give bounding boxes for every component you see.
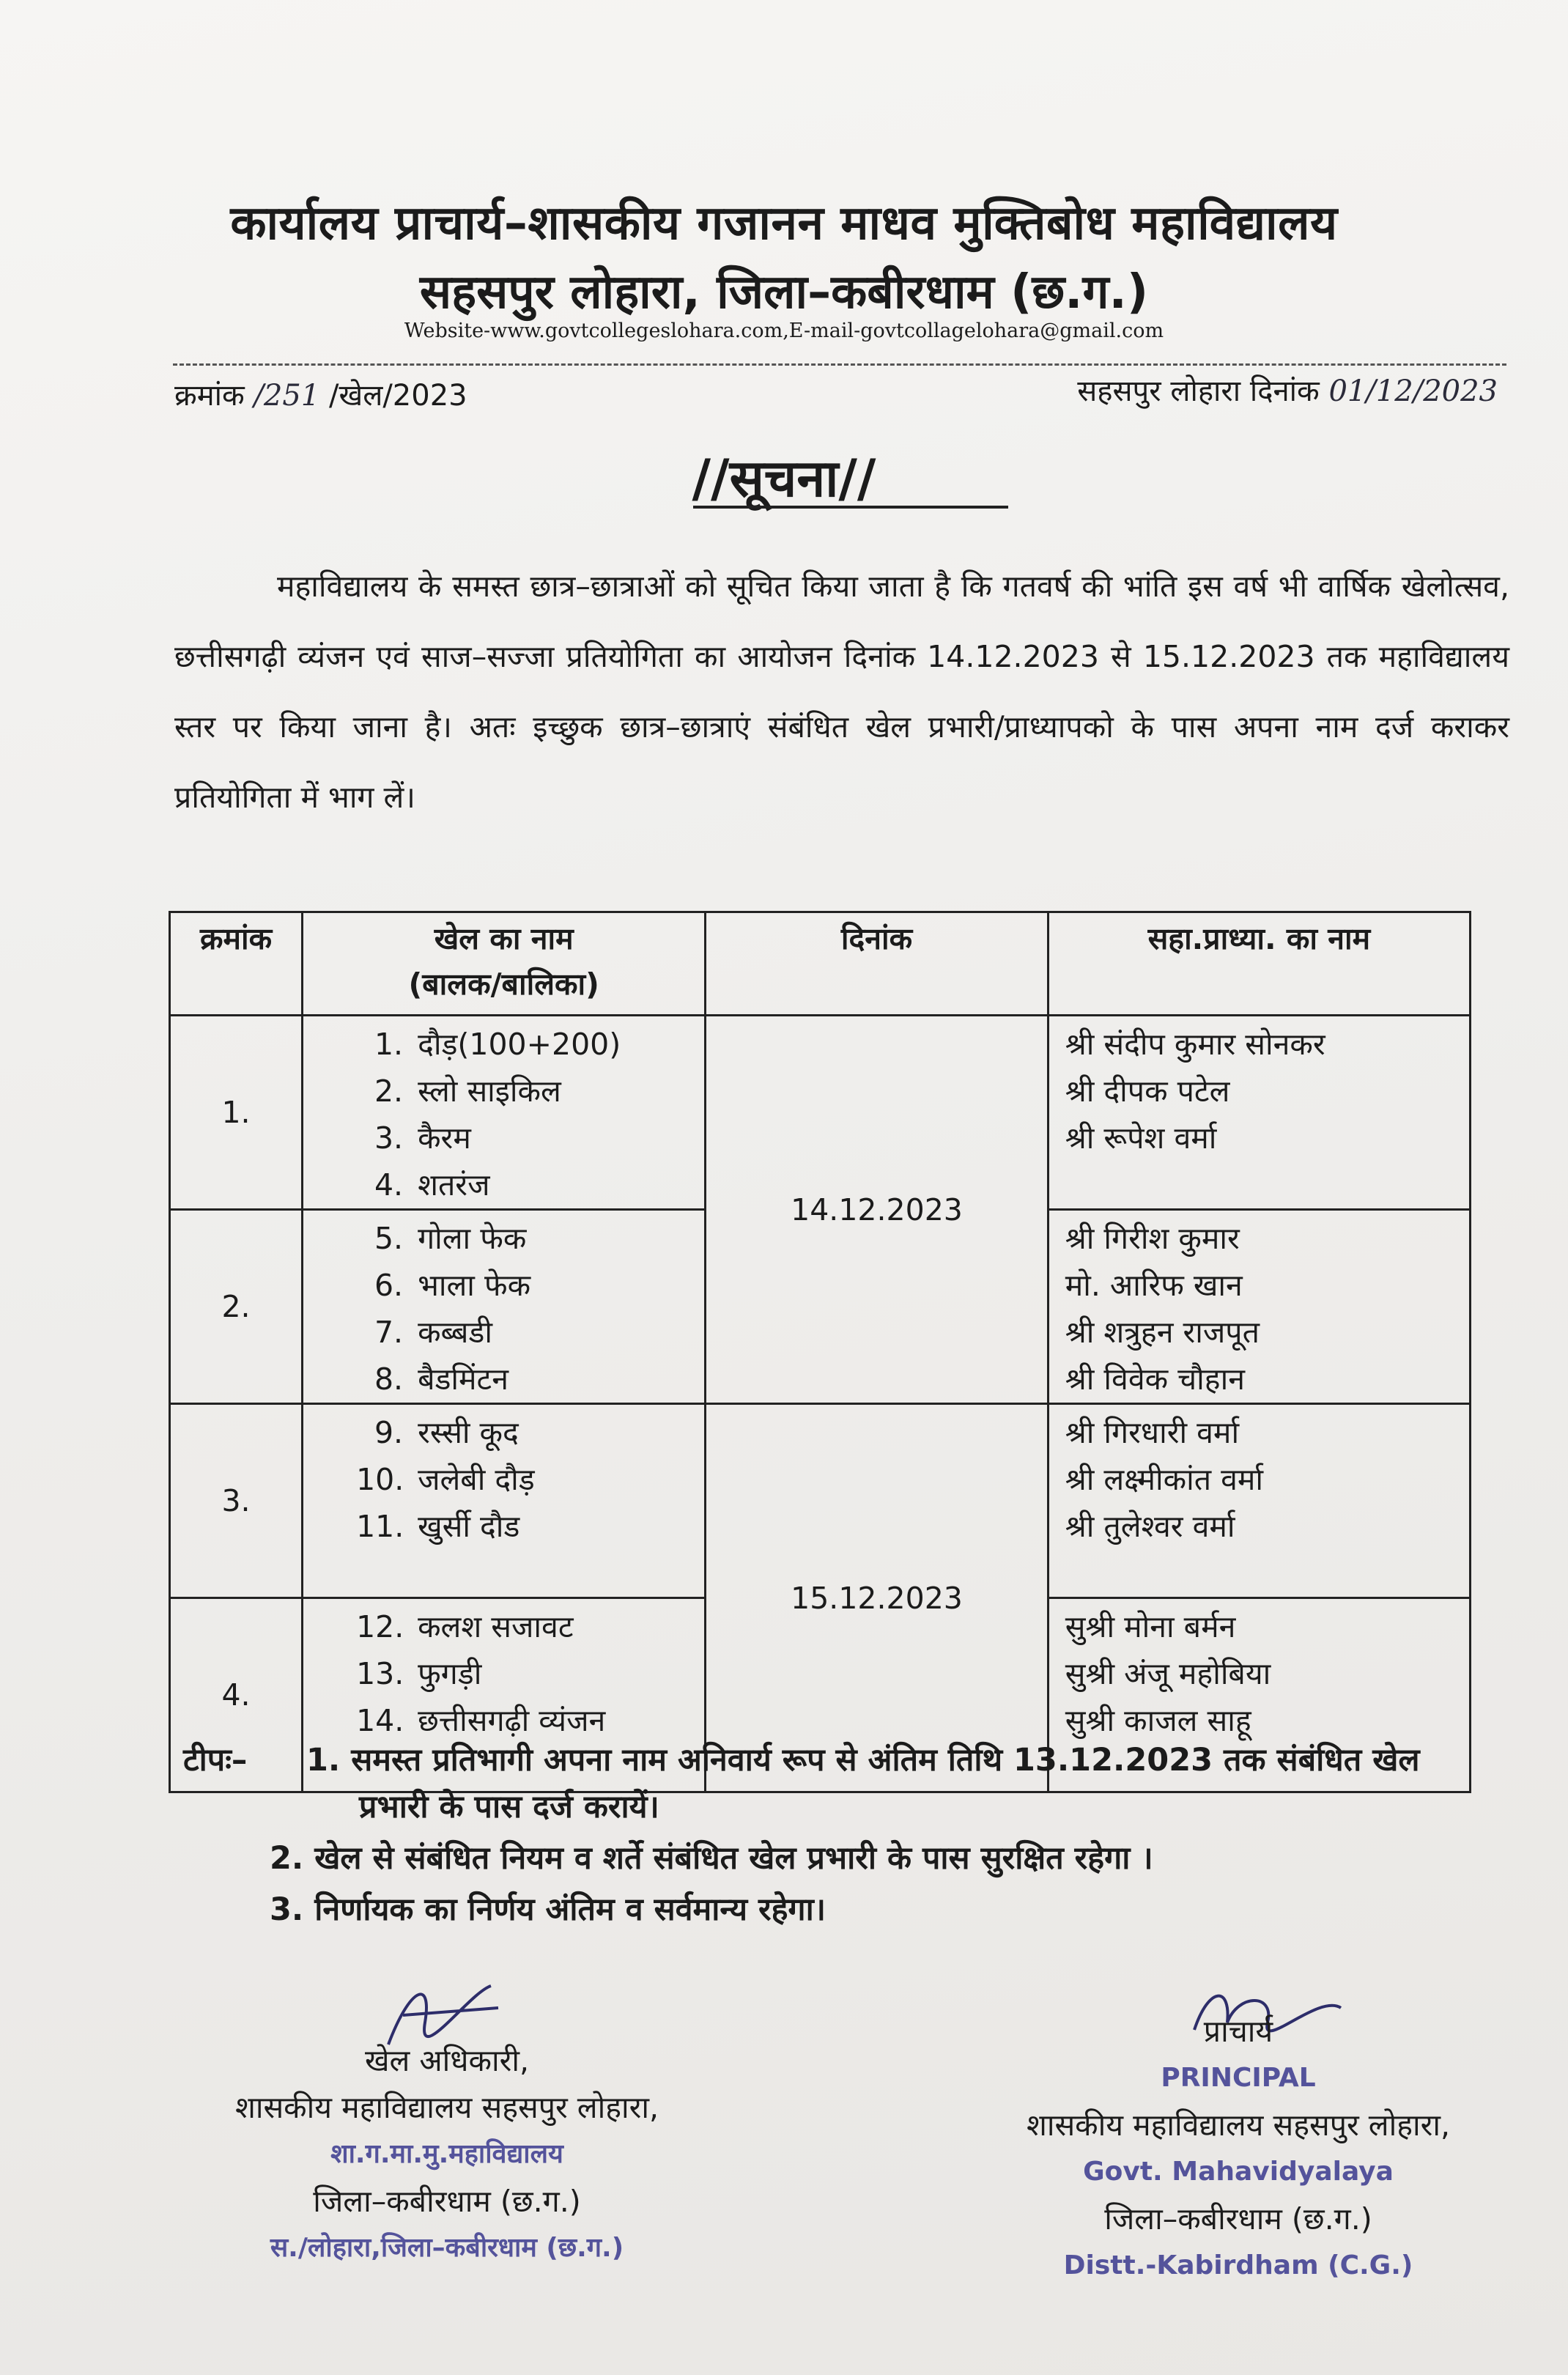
list-item: मो. आरिफ खान [1065, 1268, 1243, 1303]
list-item: 12. कलश सजावट [356, 1609, 574, 1644]
list-item: श्री तुलेश्वर वर्मा [1065, 1509, 1235, 1544]
list-item: सुश्री अंजू महोबिया [1065, 1656, 1271, 1691]
place-label: सहसपुर लोहारा दिनांक [1077, 374, 1320, 408]
sports-officer-signature [117, 2037, 777, 2272]
list-item: 14. छत्तीसगढ़ी व्यंजन [356, 1703, 606, 1738]
principal-title: प्राचार्य [1203, 2014, 1273, 2049]
note-item: प्रभारी के पास दर्ज करायें। [359, 1789, 659, 1825]
list-item: 11. खुर्सी दौड [356, 1509, 520, 1544]
list-item: 13. फुगड़ी [356, 1656, 482, 1691]
sports-officer-title: खेल अधिकारी, [364, 2043, 530, 2078]
header-game: खेल का नाम (बालक/बालिका) [303, 912, 706, 1016]
schedule-table [169, 911, 1471, 1793]
notes-section [183, 1737, 1524, 1933]
list-item: 8. बैडमिंटन [374, 1362, 509, 1397]
list-item: 3. कैरम [374, 1120, 471, 1156]
principal-line2: शासकीय महाविद्यालय सहसपुर लोहारा, [1026, 2108, 1451, 2143]
list-item: श्री दीपक पटेल [1065, 1074, 1230, 1109]
list-item: श्री संदीप कुमार सोनकर [1065, 1027, 1325, 1062]
list-item: 2. स्लो साइकिल [374, 1074, 561, 1109]
professors-cell [1048, 1404, 1470, 1598]
serial-cell: 2. [170, 1210, 303, 1404]
reference-prefix: क्रमांक [174, 379, 245, 413]
games-cell [303, 1016, 706, 1210]
reference-handwritten-number: /251 [254, 379, 320, 413]
list-item: श्री शत्रुहन राजपूत [1065, 1315, 1260, 1350]
note-item: टीपः– 1. समस्त प्रतिभागी अपना नाम अनिवार्य रूप से अंतिम तिथि 13.12.2023 तक संबंधित खेल [183, 1737, 1524, 1784]
principal-stamp-line3: Distt.-Kabirdham (C.G.) [1063, 2250, 1413, 2280]
sports-officer-stamp-line2: स./लोहारा,जिला–कबीरधाम (छ.ग.) [270, 2233, 624, 2263]
list-item: सुश्री काजल साहू [1065, 1703, 1251, 1738]
professors-cell [1048, 1210, 1470, 1404]
note-item: 3. निर्णायक का निर्णय अंतिम व सर्वमान्य रहेगा। [270, 1891, 826, 1928]
list-item: श्री लक्ष्मीकांत वर्मा [1065, 1462, 1264, 1497]
office-address: सहसपुर लोहारा, जिला–कबीरधाम (छ.ग.) [419, 265, 1149, 320]
table-row [170, 1404, 1471, 1598]
serial-cell: 4. [170, 1598, 303, 1792]
list-item: श्री रूपेश वर्मा [1065, 1120, 1217, 1156]
principal-stamp-line1: PRINCIPAL [1161, 2063, 1316, 2093]
principal-line3: जिला–कबीरधाम (छ.ग.) [1104, 2201, 1372, 2237]
list-item: 4. शतरंज [374, 1167, 490, 1203]
list-item: 5. गोला फेक [374, 1221, 527, 1256]
list-item: सुश्री मोना बर्मन [1065, 1609, 1236, 1644]
games-cell [303, 1404, 706, 1598]
table-header-row [170, 912, 1471, 1016]
principal-stamp-line2: Govt. Mahavidyalaya [1083, 2157, 1394, 2187]
reference-suffix: /खेल/2023 [329, 379, 467, 413]
handwritten-date: 01/12/2023 [1328, 374, 1498, 408]
header-serial: क्रमांक [170, 912, 303, 1016]
games-cell [303, 1210, 706, 1404]
date-cell: 14.12.2023 [706, 1016, 1048, 1404]
list-item: 6. भाला फेक [374, 1268, 531, 1303]
sports-officer-line2: शासकीय महाविद्यालय सहसपुर लोहारा, [234, 2090, 659, 2125]
principal-signature [953, 2008, 1524, 2289]
date-cell: 15.12.2023 [706, 1404, 1048, 1792]
notice-body: महाविद्यालय के समस्त छात्र–छात्राओं को सूचित किया जाता है कि गतवर्ष की भांति इस वर्ष भी वार्षिक खेलोत्सव, छत्तीसगढ़ी व्यंजन एवं साज–सज्जा प्रतियोगिता का आयोजन दिनांक 14.12.2023 से 15.12.2023 तक महाविद्यालय स्तर पर किया जाना है। अतः इच्छुक छात्र–छात्राएं संबंधित खेल प्रभारी/प्राध्यापको के पास अपना नाम दर्ज कराकर प्रतियोगिता में भाग लें। [174, 569, 1509, 815]
header-date: दिनांक [706, 912, 1048, 1016]
reference-number [174, 374, 467, 414]
list-item: 9. रस्सी कूद [374, 1415, 519, 1450]
header-divider [173, 363, 1506, 366]
note-item: 2. खेल से संबंधित नियम व शर्ते संबंधित खेल प्रभारी के पास सुरक्षित रहेगा । [270, 1840, 1153, 1877]
professors-cell [1048, 1016, 1470, 1210]
list-item: श्री गिरधारी वर्मा [1065, 1415, 1240, 1450]
notice-title: //सूचना// [692, 448, 876, 509]
serial-cell: 1. [170, 1016, 303, 1210]
sports-officer-line3: जिला–कबीरधाम (छ.ग.) [313, 2184, 581, 2219]
list-item: 7. कब्बडी [374, 1315, 492, 1350]
place-date [1077, 369, 1498, 410]
list-item: श्री गिरीश कुमार [1065, 1221, 1240, 1256]
list-item: 1. दौड़(100+200) [374, 1027, 621, 1062]
serial-cell: 3. [170, 1404, 303, 1598]
list-item: श्री विवेक चौहान [1065, 1362, 1245, 1397]
contact-line: Website-www.govtcollegeslohara.com,E-mail-govtcollagelohara@gmail.com [404, 320, 1164, 342]
table-row [170, 1016, 1471, 1210]
list-item: 10. जलेबी दौड़ [356, 1462, 535, 1497]
sports-officer-stamp-line1: शा.ग.मा.मु.महाविद्यालय [330, 2139, 563, 2169]
notes-label: टीपः– [183, 1742, 248, 1779]
header-professor: सहा.प्राध्या. का नाम [1048, 912, 1470, 1016]
office-title: कार्यालय प्राचार्य–शासकीय गजानन माधव मुक्तिबोध महाविद्यालय [230, 196, 1338, 251]
notice-title-underline [693, 506, 1008, 509]
